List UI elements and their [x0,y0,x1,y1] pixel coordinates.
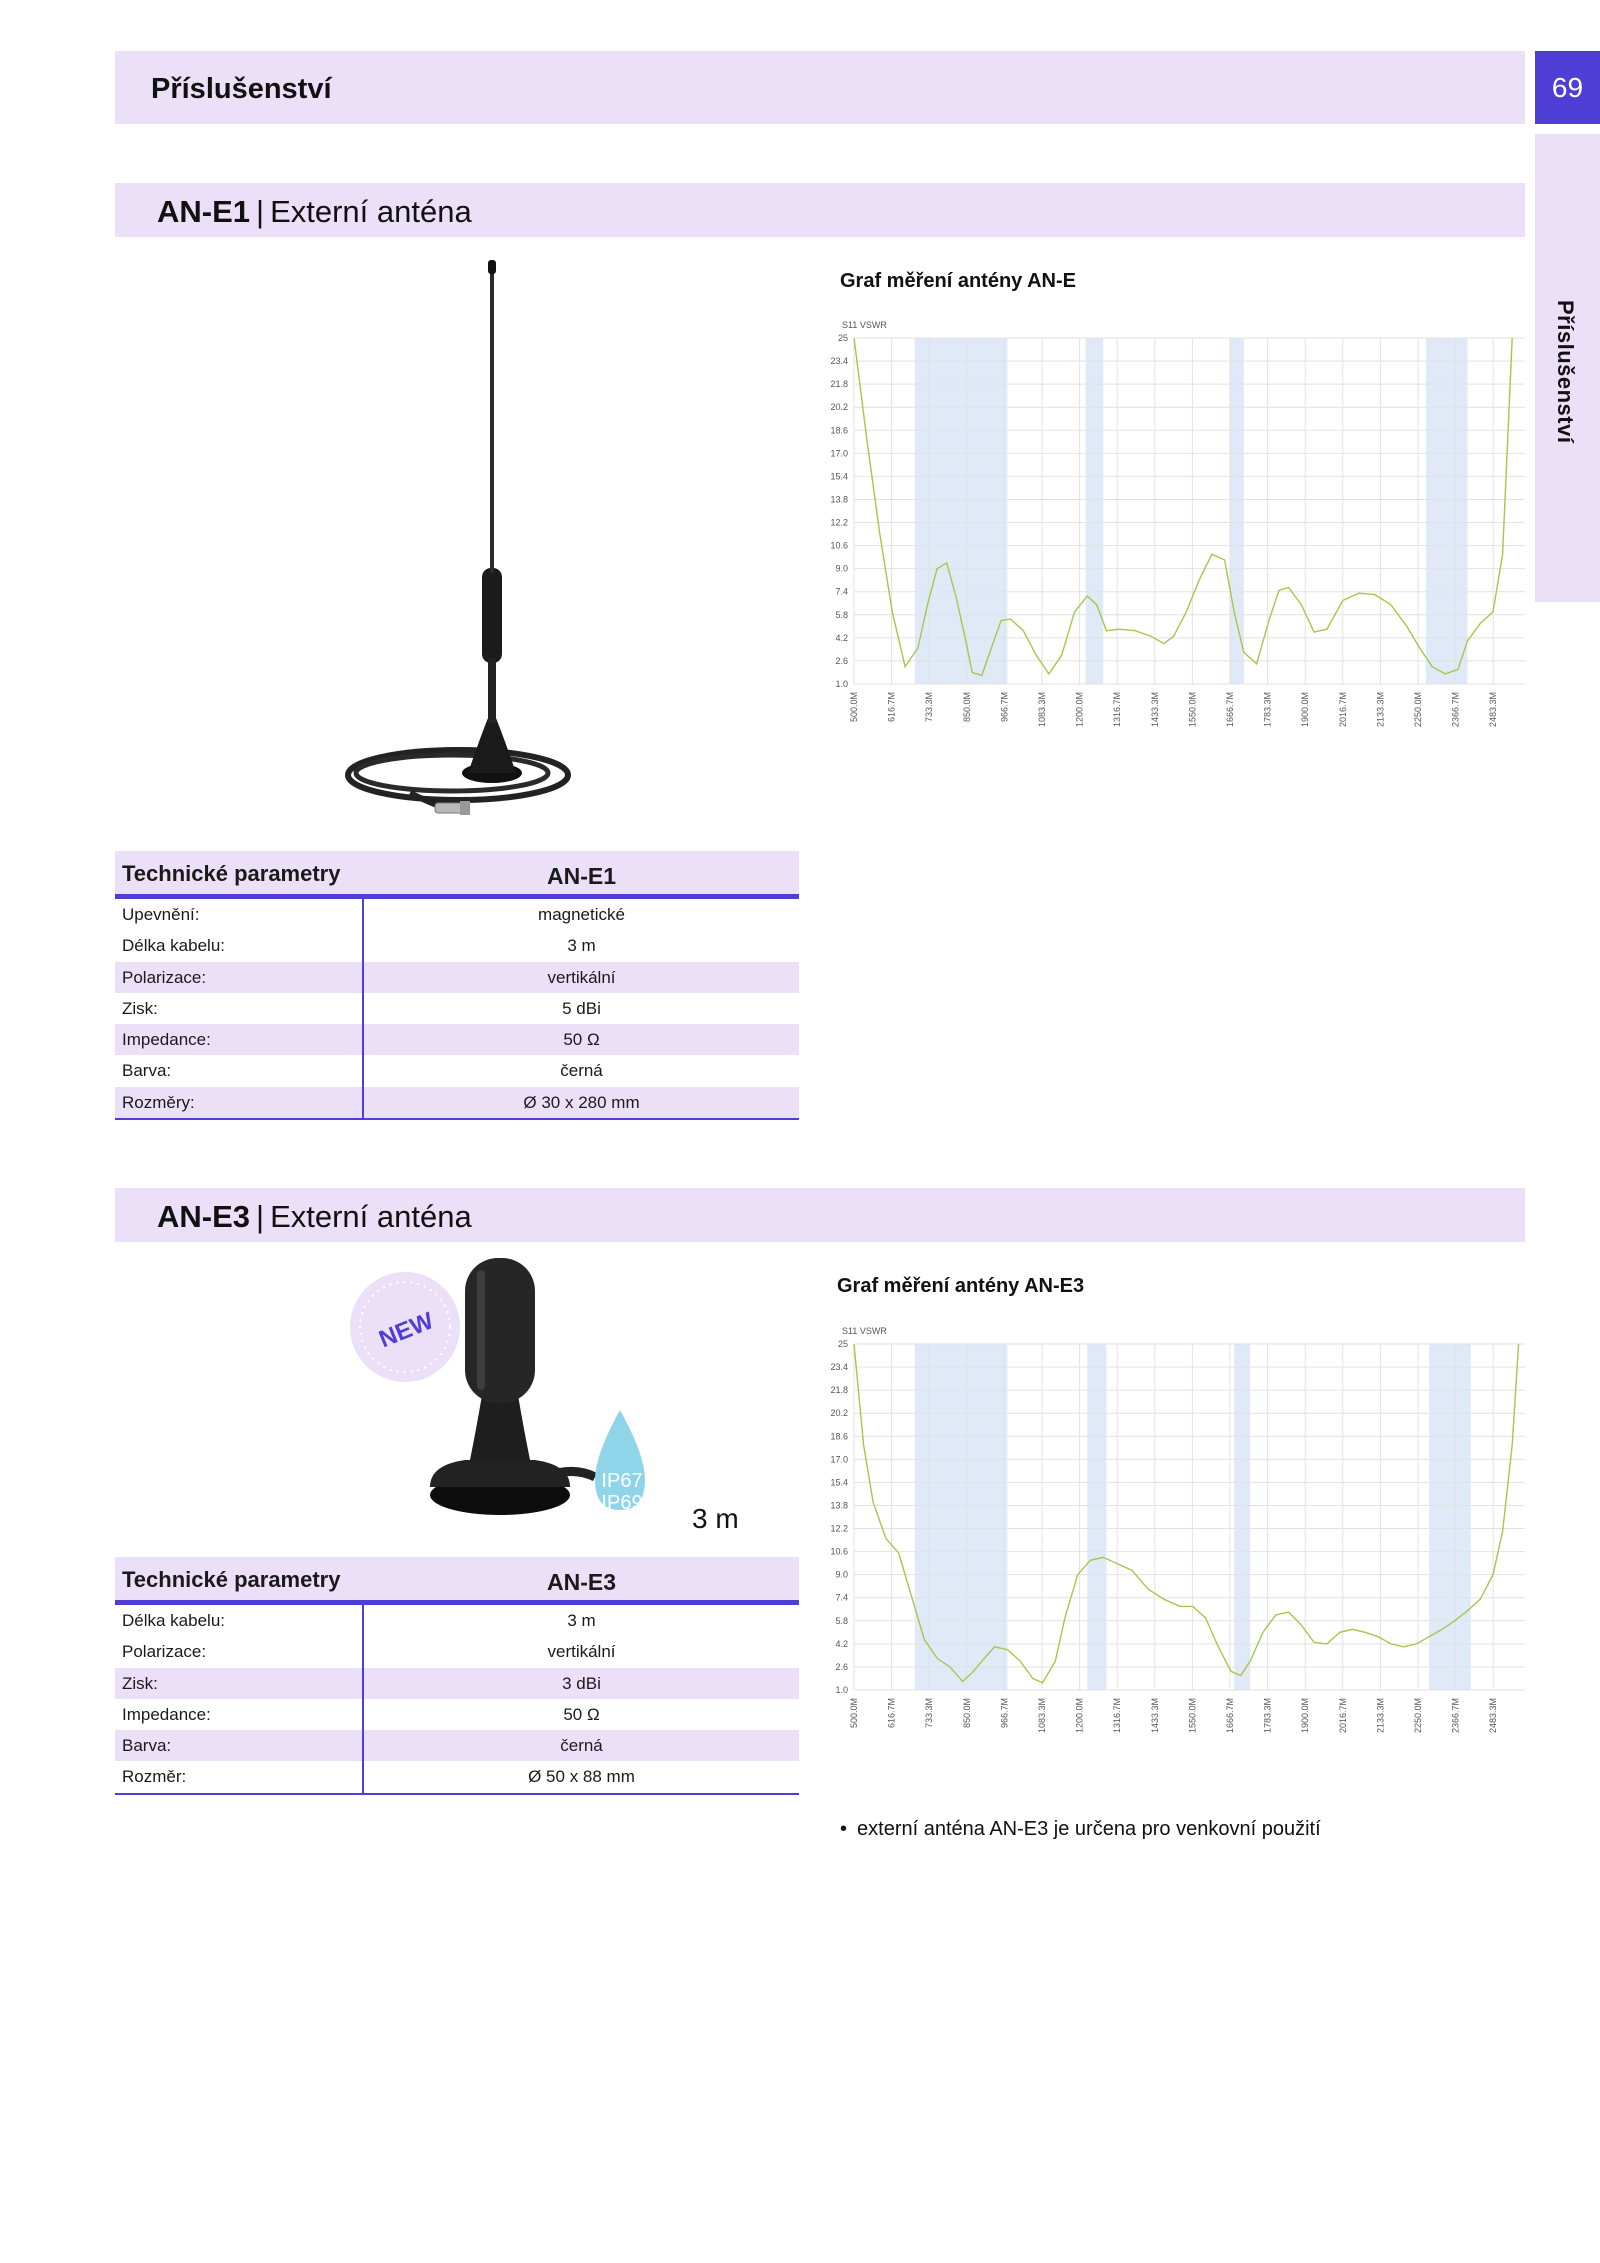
y-tick-label: 9.0 [835,1569,848,1580]
y-axis-label: S11 VSWR [842,1326,887,1336]
new-badge-label: NEW [375,1307,438,1354]
x-tick-label: 2016.7M [1337,692,1348,728]
y-tick-label: 18.6 [830,425,848,436]
x-tick-label: 1783.3M [1262,692,1273,728]
x-tick-label: 733.3M [924,692,935,723]
x-tick-label: 2483.3M [1488,1698,1499,1734]
header-band [115,51,1525,124]
x-tick-label: 2366.7M [1450,1698,1461,1734]
y-tick-label: 4.2 [835,632,848,643]
y-tick-label: 2.6 [835,1661,848,1672]
x-tick-label: 1550.0M [1187,1698,1198,1734]
section-header-an-e3 [115,1188,1525,1242]
frequency-band-2 [1229,338,1243,684]
y-tick-label: 1.0 [835,1685,848,1695]
x-tick-label: 1433.3M [1149,692,1160,728]
antenna-an-e1-image [340,258,580,818]
chart-title-an-e: Graf měření antény AN-E [840,270,1076,292]
spec-header-label: Technické parametry [122,861,341,886]
spec-table-header [115,1557,799,1605]
ip69-label: IP69 [601,1492,643,1514]
table-row: Impedance: 50 Ω [115,1024,799,1055]
chart-title-an-e3: Graf měření antény AN-E3 [837,1275,1085,1297]
section-separator: | [256,1199,265,1234]
section-model: AN-E3 [157,1199,251,1234]
y-tick-label: 21.8 [830,379,848,390]
frequency-band-1 [1087,1344,1106,1690]
y-tick-label: 23.4 [830,1362,848,1373]
y-tick-label: 15.4 [830,471,848,482]
y-tick-label: 7.4 [835,586,848,597]
spec-table-an-e1 [115,851,799,1120]
section-header-an-e1 [115,183,1525,237]
page-number: 69 [1535,51,1600,124]
table-row: Polarizace: vertikální [115,962,799,993]
y-tick-label: 2.6 [835,655,848,666]
bullet-icon: • [840,1818,848,1840]
table-row: Impedance: 50 Ω [115,1699,799,1730]
x-tick-label: 2133.3M [1375,692,1386,728]
y-tick-label: 20.2 [830,1408,848,1419]
x-tick-label: 1316.7M [1112,692,1123,728]
x-tick-label: 2016.7M [1337,1698,1348,1734]
y-tick-label: 5.8 [835,609,848,620]
spec-header-label: Technické parametry [122,1567,341,1592]
new-badge-icon [350,1272,460,1382]
x-tick-label: 1666.7M [1225,1698,1235,1734]
x-tick-label: 1900.0M [1300,1698,1311,1734]
x-tick-label: 1433.3M [1149,1698,1160,1734]
x-tick-label: 1316.7M [1112,1698,1123,1734]
y-tick-label: 13.8 [830,494,848,505]
y-tick-label: 9.0 [835,563,848,574]
y-tick-label: 17.0 [830,1454,848,1465]
table-row: Zisk: 3 dBi [115,1668,799,1699]
y-tick-label: 7.4 [835,1592,848,1603]
table-row: Upevnění: magnetické [115,899,799,930]
antenna-an-e3-image [345,1255,665,1535]
y-tick-label: 25 [837,1339,848,1349]
y-tick-label: 13.8 [830,1500,848,1511]
table-row: Rozměry: Ø 30 x 280 mm [115,1087,799,1118]
x-tick-label: 966.7M [999,692,1010,723]
page-title: Příslušenství [151,73,332,105]
x-tick-label: 1666.7M [1225,692,1235,728]
x-tick-label: 733.3M [924,1698,935,1729]
y-axis-label: S11 VSWR [842,320,887,330]
ip-rating-drop-icon [595,1410,645,1514]
y-tick-label: 18.6 [830,1431,848,1442]
x-tick-label: 1083.3M [1037,1698,1047,1734]
ip67-label: IP67 [601,1470,643,1492]
x-tick-label: 500.0M [849,1698,859,1729]
section-model: AN-E1 [157,194,251,229]
side-tab-label: Příslušenství [1553,300,1578,444]
x-tick-label: 500.0M [849,692,859,723]
table-row: Barva: černá [115,1055,799,1086]
x-tick-label: 850.0M [961,1698,972,1729]
spec-header-model: AN-E3 [546,1569,616,1595]
feature-bullet [840,1818,1321,1841]
y-tick-label: 23.4 [830,356,848,367]
x-tick-label: 1200.0M [1074,692,1085,728]
spec-header-model: AN-E1 [546,863,616,889]
table-row: Délka kabelu: 3 m [115,1605,799,1636]
cable-length-label: 3 m [692,1503,739,1534]
x-tick-label: 2133.3M [1375,1698,1386,1734]
x-tick-label: 1200.0M [1074,1698,1085,1734]
x-tick-label: 616.7M [886,1698,897,1729]
x-tick-label: 1083.3M [1037,692,1047,728]
feature-bullet-text: externí anténa AN-E3 je určena pro venkovní použití [857,1818,1321,1840]
y-tick-label: 10.6 [830,1546,848,1557]
y-tick-label: 15.4 [830,1477,848,1488]
x-tick-label: 966.7M [999,1698,1010,1729]
y-tick-label: 12.2 [830,517,848,528]
y-tick-label: 5.8 [835,1615,848,1626]
frequency-band-2 [1234,1344,1250,1690]
section-subtitle: Externí anténa [270,194,472,229]
x-tick-label: 1550.0M [1187,692,1198,728]
y-tick-label: 21.8 [830,1385,848,1396]
x-tick-label: 1900.0M [1300,692,1311,728]
table-row: Polarizace: vertikální [115,1636,799,1667]
section-subtitle: Externí anténa [270,1199,472,1234]
section-separator: | [256,194,265,229]
table-row: Rozměr: Ø 50 x 88 mm [115,1761,799,1792]
x-tick-label: 2366.7M [1450,692,1461,728]
frequency-band-1 [1086,338,1104,684]
frequency-band-3 [1426,338,1468,684]
table-row: Barva: černá [115,1730,799,1761]
y-tick-label: 12.2 [830,1523,848,1534]
cable-coil-icon [348,750,568,815]
x-tick-label: 616.7M [886,692,897,723]
y-tick-label: 25 [837,333,848,343]
frequency-band-0 [915,1344,1008,1690]
frequency-band-0 [915,338,1008,684]
table-row: Zisk: 5 dBi [115,993,799,1024]
y-tick-label: 1.0 [835,679,848,689]
x-tick-label: 2483.3M [1488,692,1499,728]
y-tick-label: 4.2 [835,1638,848,1649]
spec-table-an-e3 [115,1557,799,1795]
y-tick-label: 20.2 [830,402,848,413]
x-tick-label: 1783.3M [1262,1698,1273,1734]
vswr-chart-an-e [820,312,1530,742]
y-tick-label: 17.0 [830,448,848,459]
x-tick-label: 850.0M [961,692,972,723]
spec-table-header [115,851,799,899]
x-tick-label: 2250.0M [1413,1698,1423,1734]
vswr-chart-an-e3 [820,1318,1530,1748]
x-tick-label: 2250.0M [1413,692,1423,728]
frequency-band-3 [1429,1344,1471,1690]
table-row: Délka kabelu: 3 m [115,930,799,961]
y-tick-label: 10.6 [830,540,848,551]
